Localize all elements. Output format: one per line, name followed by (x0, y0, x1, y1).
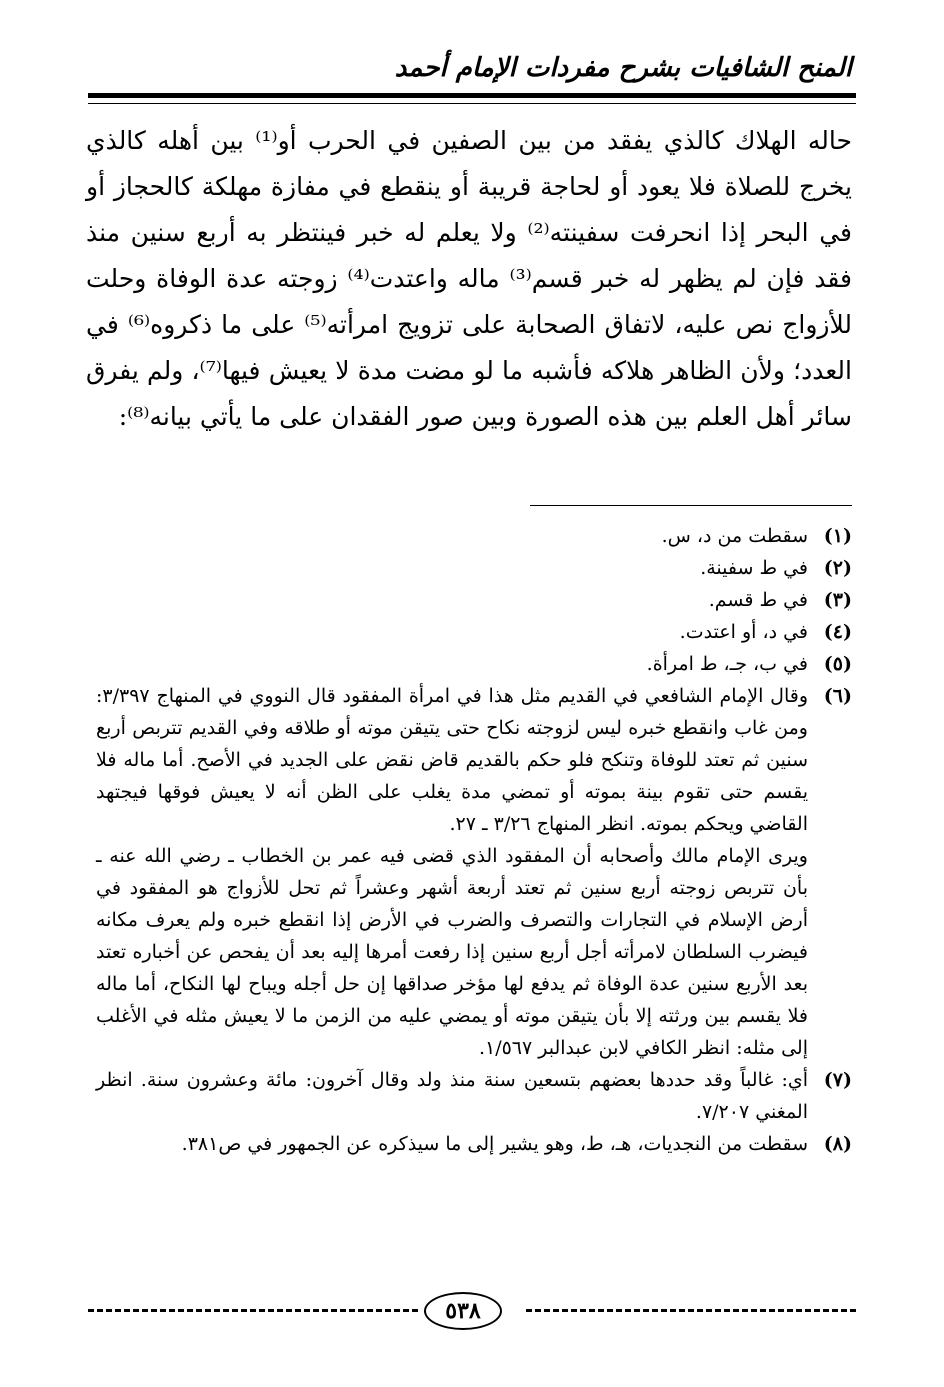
footnote-number: (٧) (823, 1069, 852, 1091)
footnote-number: (٢) (823, 557, 852, 579)
footnote-number: (٦) (823, 685, 852, 707)
footnote-4 (96, 616, 852, 648)
footnote-text: وقال الإمام الشافعي في القديم مثل هذا في امرأة المفقود قال النووي في المنهاج ٣/٣٩٧: ومن غاب وانقطع خبره ليس لزوجته نكاح حتى يتيقن موته أو طلاقه وفي القديم تتربص أربع سنين ثم تعتد للوفاة وتنكح فلو حكم بالقديم قاض نقض على الجديد في الأصح. أما ماله فلا يقسم حتى تقوم بينة بموته أو تمضي مدة يغلب على الظن أنه لا يعيش فوقها فيجتهد القاضي ويحكم بموته. انظر المنهاج ٣/٢٦ ـ ٢٧. (96, 685, 808, 835)
footnote-text: في ط سفينة. (700, 557, 808, 579)
footnote-7 (96, 1064, 852, 1128)
running-title: المنح الشافيات بشرح مفردات الإمام أحمد (394, 53, 852, 83)
footnote-text: في ط قسم. (708, 589, 808, 611)
footnote-number: (٥) (823, 653, 852, 675)
footnotes (96, 520, 852, 1160)
footnote-number: (٤) (823, 621, 852, 643)
header-rule-thick (88, 93, 856, 98)
footnote-1 (96, 520, 852, 552)
footnote-text: أي: غالباً وقد حددها بعضهم بتسعين سنة منذ ولد وقال آخرون: مائة وعشرون سنة. انظر المغني ٧/٢٠٧. (96, 1069, 808, 1123)
footnote-text: في د، أو اعتدت. (679, 621, 808, 643)
page-footer (88, 1290, 856, 1330)
footnote-6 (96, 680, 852, 840)
footnote-number: (٣) (823, 589, 852, 611)
footnote-text: في ب، جـ، ط امرأة. (646, 653, 808, 675)
footnote-2 (96, 552, 852, 584)
footnote-3 (96, 584, 852, 616)
footnote-text: سقطت من النجديات، هـ، ط، وهو يشير إلى ما سيذكره عن الجمهور في ص٣٨١. (181, 1133, 808, 1155)
page-number: ٥٣٨ (424, 1292, 502, 1330)
main-paragraph: حاله الهلاك كالذي يفقد من بين الصفين في الحرب أو⁽¹⁾ بين أهله كالذي يخرج للصلاة فلا يعود أو لحاجة قريبة أو ينقطع في مفازة مهلكة كالحجاز أو في البحر إذا انحرفت سفينته⁽²⁾ ولا يعلم له خبر فينتظر به أربع سنين منذ فقد فإن لم يظهر له خبر قسم⁽³⁾ ماله واعتدت⁽⁴⁾ زوجته عدة الوفاة وحلت للأزواج نص عليه، لاتفاق الصحابة على تزويج امرأته⁽⁵⁾ على ما ذكروه⁽⁶⁾ في العدد؛ ولأن الظاهر هلاكه فأشبه ما لو مضت مدة لا يعيش فيها⁽⁷⁾، ولم يفرق سائر أهل العلم بين هذه الصورة وبين صور الفقدان على ما يأتي بيانه⁽⁸⁾: (86, 126, 853, 431)
footnote-8 (96, 1128, 852, 1160)
footer-dash-right (526, 1309, 856, 1312)
header-rule-thin (88, 103, 856, 104)
footnote-6-continuation: ويرى الإمام مالك وأصحابه أن المفقود الذي قضى فيه عمر بن الخطاب ـ رضي الله عنه ـ بأن تتربص زوجته أربع سنين ثم تعتد أربعة أشهر وعشراً ثم تحل للأزواج هو المفقود في أرض الإسلام في التجارات والتصرف والضرب في الأرض إذا انقطع خبره ولم يعرف مكانه فيضرب السلطان لامرأته أجل أربع سنين إذا رفعت أمرها إليه بعد أن يفحص عن أخباره تعتد بعد الأربع سنين عدة الوفاة ثم يدفع لها مؤخر صداقها إن حل أجله ويباح لها النكاح، أما ماله فلا يقسم بين ورثته إلا بأن يتيقن موته أو يمضي عليه من الزمن ما لا يعيش مثله في الأغلب إلى مثله: انظر الكافي لابن عبدالبر ١/٥٦٧. (96, 845, 808, 1059)
footnote-text: سقطت من د، س. (661, 525, 808, 547)
footnote-number: (٨) (823, 1133, 852, 1155)
footnote-5 (96, 648, 852, 680)
footnote-separator (530, 505, 852, 506)
footnote-number: (١) (823, 525, 852, 547)
footer-dash-left (88, 1309, 418, 1312)
main-text (86, 118, 852, 440)
